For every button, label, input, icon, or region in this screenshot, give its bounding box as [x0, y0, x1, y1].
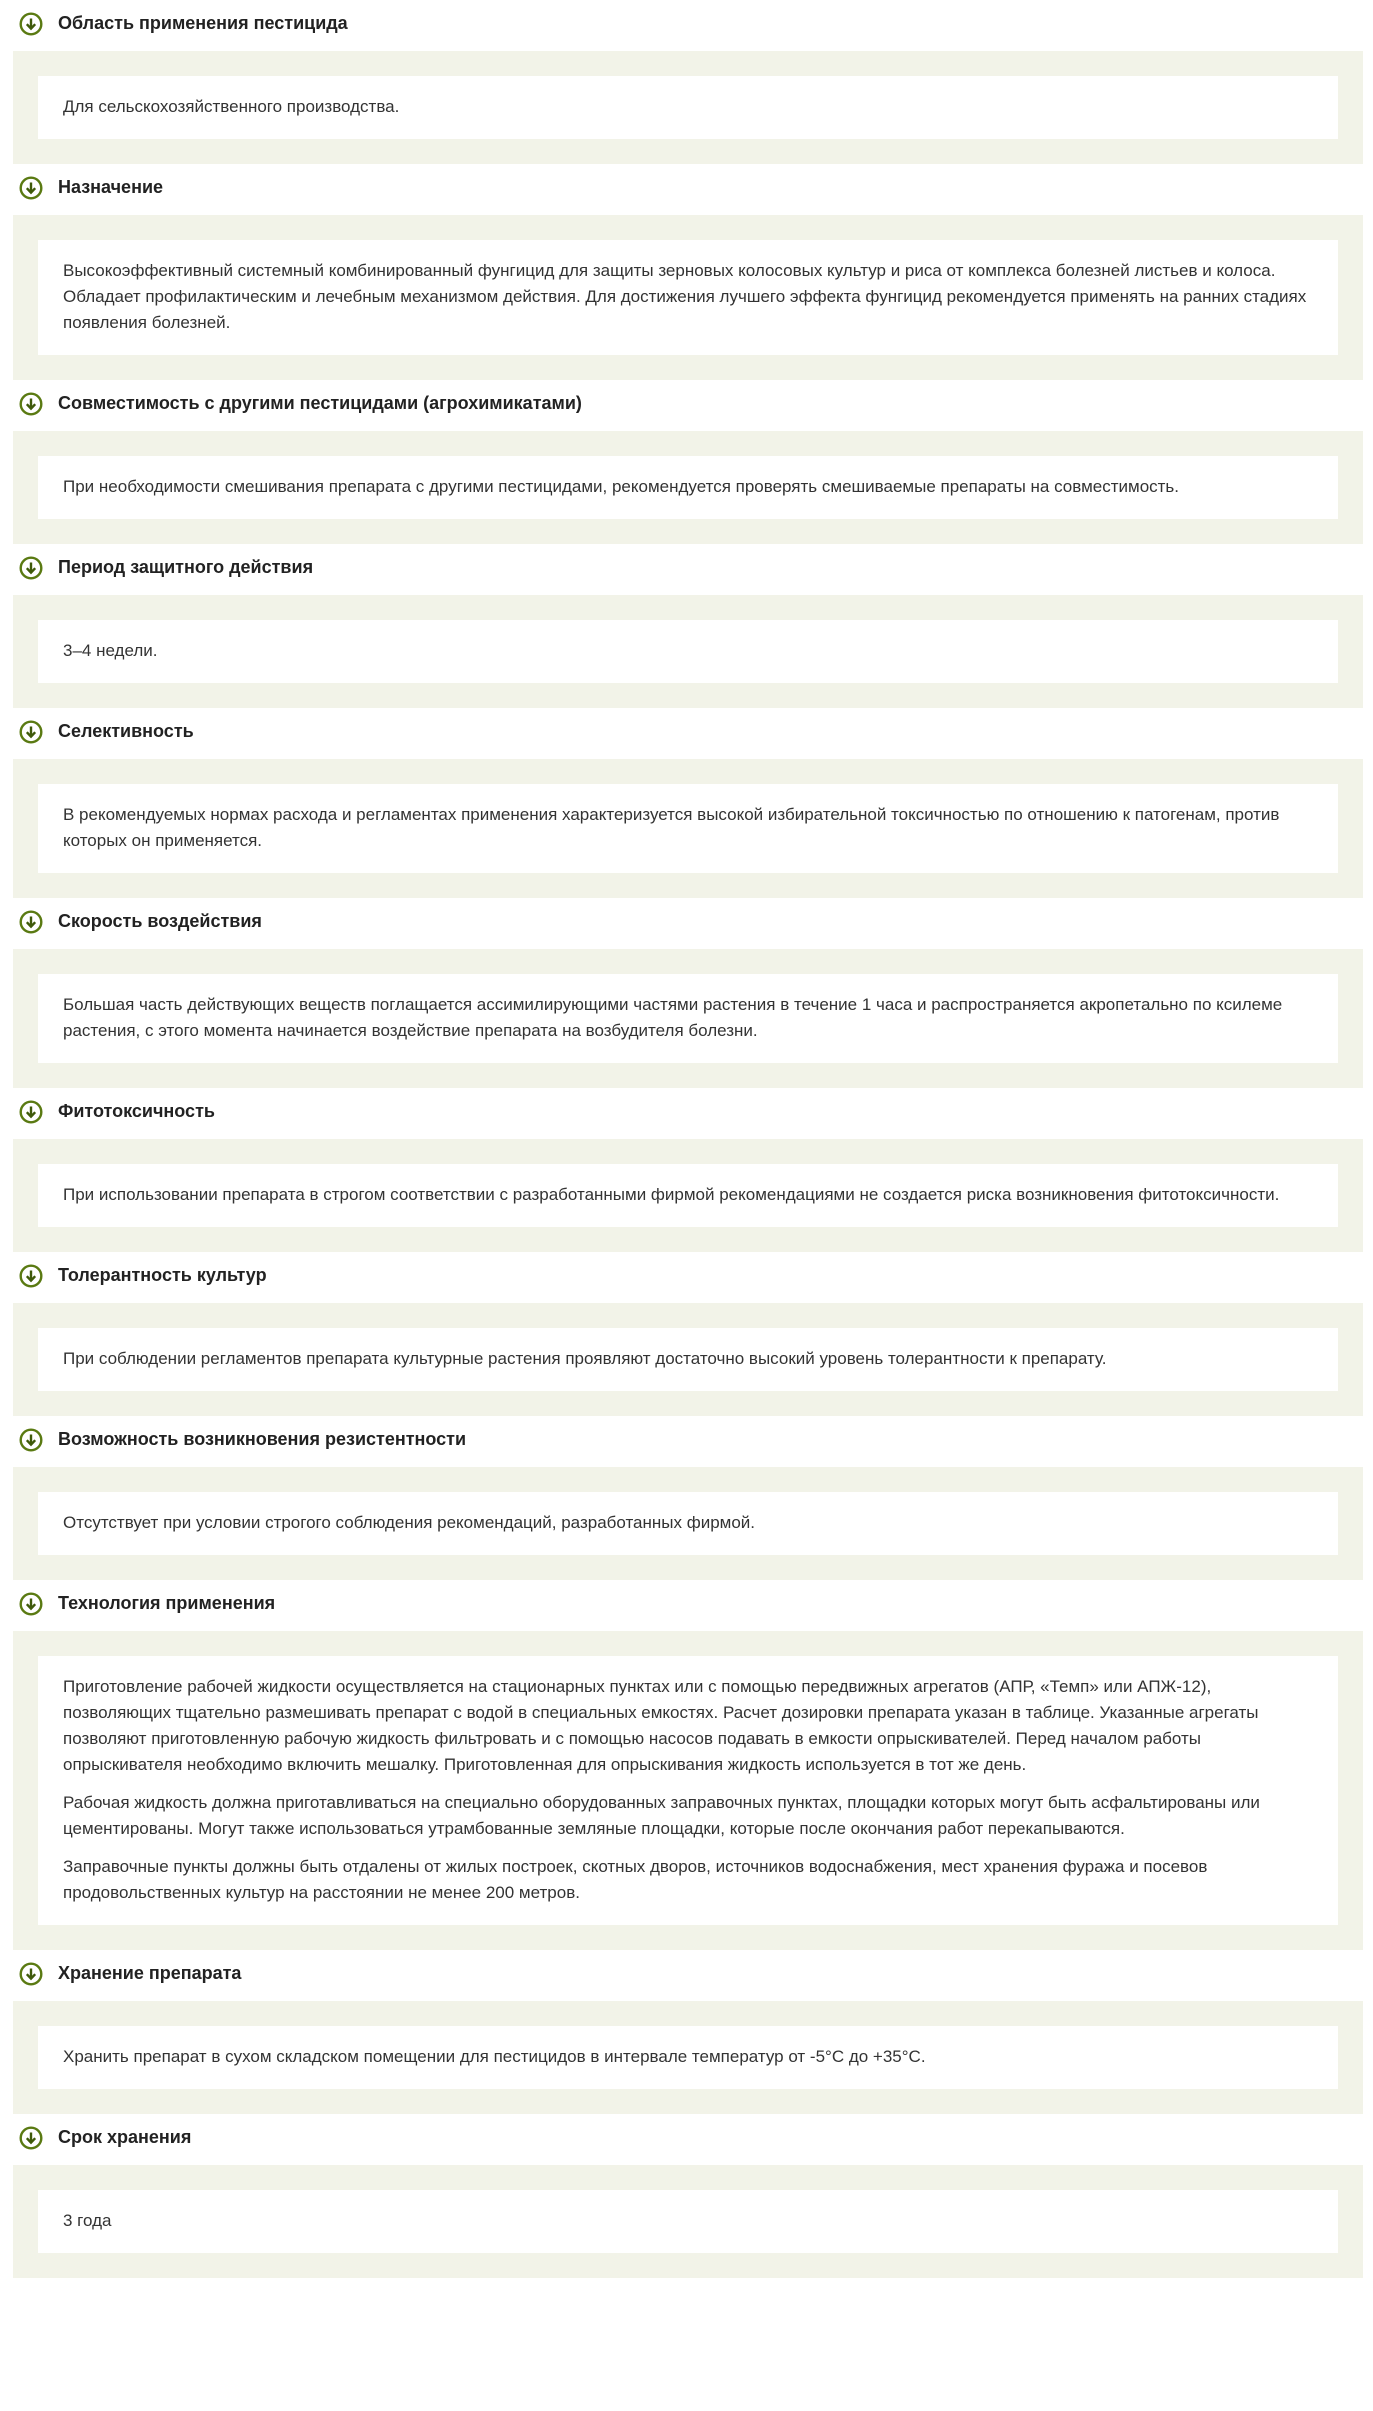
section-content	[38, 620, 1338, 683]
section-title: Технология применения	[58, 1593, 276, 1613]
section-header[interactable]	[0, 1950, 1363, 2001]
section-panel	[13, 1631, 1363, 1950]
arrow-down-circle-icon[interactable]	[19, 1428, 43, 1452]
arrow-down-circle-icon[interactable]	[19, 1962, 43, 1986]
section-1	[13, 0, 1363, 164]
arrow-down-circle-icon[interactable]	[19, 12, 43, 36]
section-panel	[13, 595, 1363, 708]
section-panel	[13, 1139, 1363, 1252]
section-paragraph: В рекомендуемых нормах расхода и регламентах применения характеризуется высокой избирательной токсичностью по отношению к патогенам, против которых он применяется.	[63, 805, 1280, 850]
section-content	[38, 2026, 1338, 2089]
section-content	[38, 456, 1338, 519]
section-9	[13, 1416, 1363, 1580]
section-title: Возможность возникновения резистентности	[58, 1429, 467, 1449]
arrow-down-circle-icon[interactable]	[19, 720, 43, 744]
section-6	[13, 898, 1363, 1088]
section-content	[38, 1492, 1338, 1555]
section-content	[38, 76, 1338, 139]
section-panel	[13, 949, 1363, 1088]
section-paragraph: При соблюдении регламентов препарата культурные растения проявляют достаточно высокий уровень толерантности к препарату.	[63, 1349, 1107, 1368]
section-paragraph: Хранить препарат в сухом складском помещении для пестицидов в интервале температур от -5°C до +35°C.	[63, 2047, 926, 2066]
section-content	[38, 1656, 1338, 1925]
section-header[interactable]	[0, 380, 1363, 431]
section-panel	[13, 759, 1363, 898]
section-paragraph: При необходимости смешивания препарата с другими пестицидами, рекомендуется проверять смешиваемые препараты на совместимость.	[63, 477, 1180, 496]
section-11	[13, 1950, 1363, 2114]
section-panel	[13, 2165, 1363, 2278]
section-paragraph: Для сельскохозяйственного производства.	[63, 97, 400, 116]
section-title: Срок хранения	[58, 2127, 192, 2147]
section-title: Период защитного действия	[58, 557, 314, 577]
section-title: Хранение препарата	[58, 1963, 242, 1983]
section-paragraph: Приготовление рабочей жидкости осуществляется на стационарных пунктах или с помощью передвижных агрегатов (АПР, «Темп» или АПЖ-12), позволяющих тщательно размешивать препарат с водой в специальных емкостях. Расчет дозировки препарата указан в таблице. Указанные агрегаты позволяют приготовленную рабочую жидкость фильтровать и с помощью насосов подавать в емкости опрыскивателей. Перед началом работы опрыскивателя необходимо включить мешалку. Приготовленная для опрыскивания жидкость используется в тот же день.	[63, 1677, 1259, 1774]
section-10	[13, 1580, 1363, 1950]
section-content	[38, 1164, 1338, 1227]
section-paragraph: 3 года	[63, 2211, 112, 2230]
section-8	[13, 1252, 1363, 1416]
section-paragraph: Большая часть действующих веществ поглащается ассимилирующими частями растения в течение 1 часа и распространяется акропетально по ксилеме растения, с этого момента начинается воздействие препарата на возбудителя болезни.	[63, 995, 1283, 1040]
section-header[interactable]	[0, 2114, 1363, 2165]
section-content	[38, 2190, 1338, 2253]
arrow-down-circle-icon[interactable]	[19, 910, 43, 934]
section-panel	[13, 51, 1363, 164]
arrow-down-circle-icon[interactable]	[19, 2126, 43, 2150]
section-header[interactable]	[0, 898, 1363, 949]
arrow-down-circle-icon[interactable]	[19, 1592, 43, 1616]
section-paragraph: Рабочая жидкость должна приготавливаться на специально оборудованных заправочных пунктах, площадки которых могут быть асфальтированы или цементированы. Могут также использоваться утрамбованные земляные площадки, которые после окончания работ перекапываются.	[63, 1793, 1260, 1838]
section-paragraph: Высокоэффективный системный комбинированный фунгицид для защиты зерновых колосовых культур и риса от комплекса болезней листьев и колоса. Обладает профилактическим и лечебным механизмом действия. Для достижения лучшего эффекта фунгицид рекомендуется применять на ранних стадиях появления болезней.	[63, 261, 1307, 332]
section-paragraph: При использовании препарата в строгом соответствии с разработанными фирмой рекомендациями не создается риска возникновения фитотоксичности.	[63, 1185, 1280, 1204]
section-header[interactable]	[0, 0, 1363, 51]
section-title: Назначение	[58, 177, 164, 197]
section-title: Селективность	[58, 721, 194, 741]
section-title: Скорость воздействия	[58, 911, 262, 931]
section-content	[38, 784, 1338, 873]
arrow-down-circle-icon[interactable]	[19, 556, 43, 580]
arrow-down-circle-icon[interactable]	[19, 1100, 43, 1124]
section-5	[13, 708, 1363, 898]
arrow-down-circle-icon[interactable]	[19, 176, 43, 200]
section-header[interactable]	[0, 1580, 1363, 1631]
section-4	[13, 544, 1363, 708]
section-title: Область применения пестицида	[58, 13, 348, 33]
section-header[interactable]	[0, 1416, 1363, 1467]
section-12	[13, 2114, 1363, 2278]
section-panel	[13, 1467, 1363, 1580]
section-paragraph: Заправочные пункты должны быть отдалены от жилых построек, скотных дворов, источников водоснабжения, мест хранения фуража и посевов продовольственных культур на расстоянии не менее 200 метров.	[63, 1857, 1208, 1902]
section-7	[13, 1088, 1363, 1252]
arrow-down-circle-icon[interactable]	[19, 392, 43, 416]
section-header[interactable]	[0, 708, 1363, 759]
section-header[interactable]	[0, 1088, 1363, 1139]
section-paragraph: Отсутствует при условии строгого соблюдения рекомендаций, разработанных фирмой.	[63, 1513, 756, 1532]
section-header[interactable]	[0, 544, 1363, 595]
section-panel	[13, 1303, 1363, 1416]
section-panel	[13, 215, 1363, 380]
section-header[interactable]	[0, 164, 1363, 215]
section-title: Совместимость с другими пестицидами (агрохимикатами)	[58, 393, 582, 413]
section-panel	[13, 431, 1363, 544]
section-3	[13, 380, 1363, 544]
section-title: Фитотоксичность	[58, 1101, 215, 1121]
section-content	[38, 974, 1338, 1063]
section-2	[13, 164, 1363, 380]
section-paragraph: 3–4 недели.	[63, 641, 158, 660]
section-title: Толерантность культур	[58, 1265, 267, 1285]
section-content	[38, 240, 1338, 355]
section-panel	[13, 2001, 1363, 2114]
section-content	[38, 1328, 1338, 1391]
arrow-down-circle-icon[interactable]	[19, 1264, 43, 1288]
section-header[interactable]	[0, 1252, 1363, 1303]
